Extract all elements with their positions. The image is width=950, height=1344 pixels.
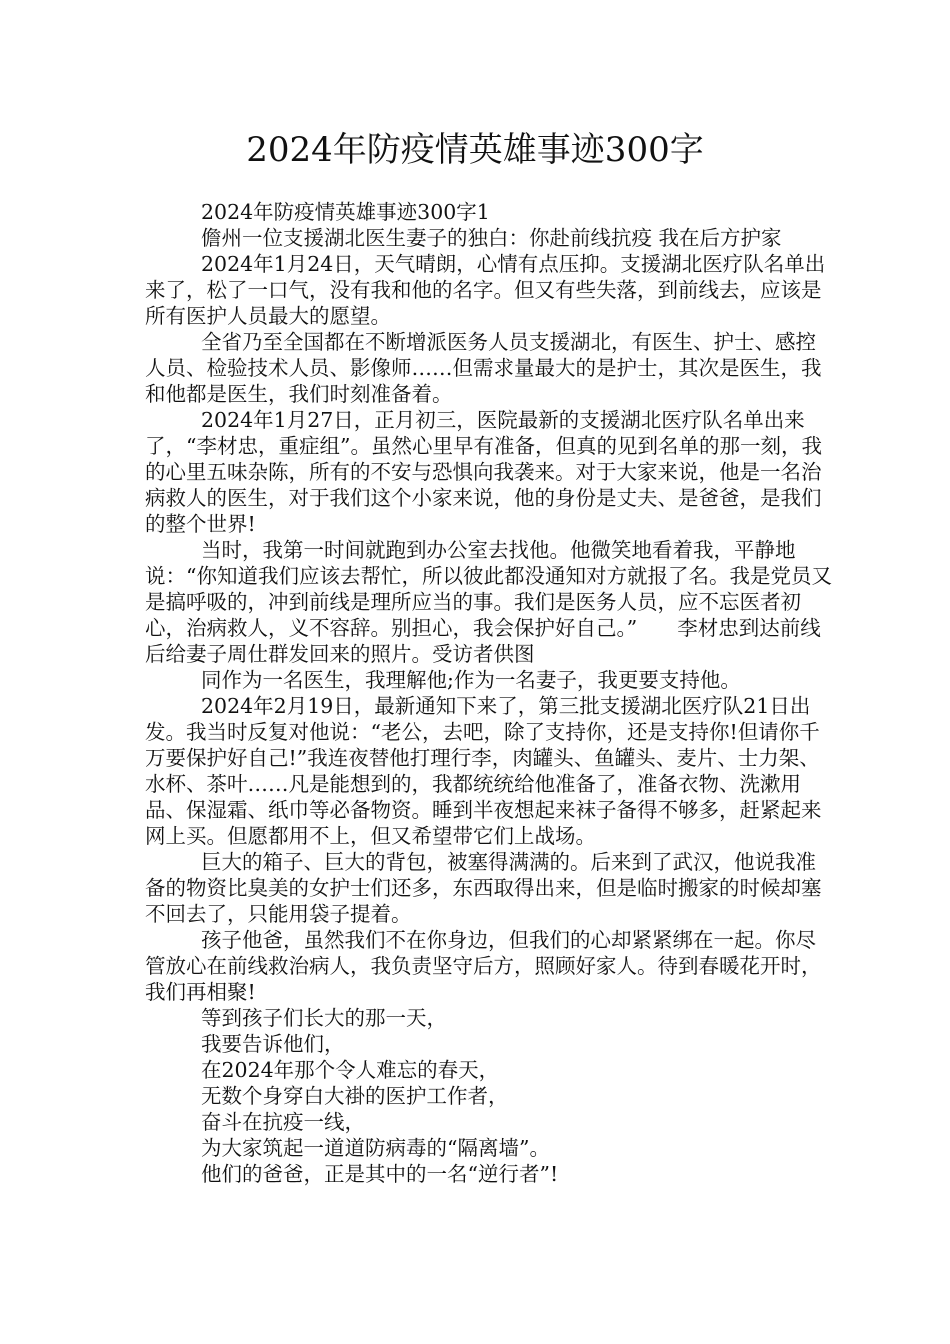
paragraph-3: 2024年1月27日，正月初三，医院最新的支援湖北医疗队名单出来了，“李材忠，重症组”。虽然心里早有准备，但真的见到名单的那一刻，我的心里五味杂陈，所有的不安与恐惧向我袭来。对于大家来说，他是一名治病救人的医生，对于我们这个小家来说，他的身份是丈夫、是爸爸，是我们的整个世界! (145, 408, 822, 536)
poem-line: 我要告诉他们， (201, 1032, 345, 1056)
document-body (145, 199, 835, 1187)
paragraph-4 (145, 537, 835, 667)
paragraph-2: 全省乃至全国都在不断增派医务人员支援湖北，有医生、护士、感控人员、检验技术人员、影像师……但需求量最大的是护士，其次是医生，我和他都是医生，我们时刻准备着。 (145, 330, 822, 406)
paragraph-8: 孩子他爸，虽然我们不在你身边，但我们的心却紧紧绑在一起。你尽管放心在前线救治病人，我负责坚守后方，照顾好家人。待到春暖花开时，我们再相聚! (145, 928, 822, 1004)
article-subheading: 2024年防疫情英雄事迹300字1 (201, 200, 490, 224)
poem-line: 无数个身穿白大褂的医护工作者， (201, 1084, 509, 1108)
poem-line: 等到孩子们长大的那一天， (201, 1006, 447, 1030)
poem-line: 奋斗在抗疫一线， (201, 1110, 365, 1134)
photo-caption: 李材忠到达前线后给妻子周仕群发回来的照片。受访者供图 (145, 616, 821, 666)
poem-line: 在2024年那个令人难忘的春天， (201, 1058, 500, 1082)
paragraph-6: 2024年2月19日，最新通知下来了，第三批支援湖北医疗队21日出发。我当时反复对他说：“老公，去吧，除了支持你，还是支持你!但请你千万要保护好自己!”我连夜替他打理行李，肉罐头、鱼罐头、麦片、士力架、水杯、茶叶……凡是能想到的，我都统统给他准备了，准备衣物、洗漱用品、保湿霜、纸巾等必备物资。睡到半夜想起来袜子备得不够多，赶紧起来网上买。但愿都用不上，但又希望带它们上战场。 (145, 694, 822, 848)
paragraph-7: 巨大的箱子、巨大的背包，被塞得满满的。后来到了武汉，他说我准备的物资比臭美的女护士们还多，东西取得出来，但是临时搬家的时候却塞不回去了，只能用袋子提着。 (145, 850, 822, 926)
document-title: 2024年防疫情英雄事迹300字 (246, 130, 704, 170)
poem-line: 为大家筑起一道道防病毒的“隔离墙”。 (201, 1136, 550, 1160)
poem-line: 他们的爸爸，正是其中的一名“逆行者”! (201, 1162, 559, 1186)
paragraph-4-text: 当时，我第一时间就跑到办公室去找他。他微笑地看着我，平静地说：“你知道我们应该去帮忙，所以彼此都没通知对方就报了名。我是党员又是搞呼吸的，冲到前线是理所应当的事。我们是医务人员，应不忘医者初心，治病救人，义不容辞。别担心，我会保护好自己。” (145, 538, 832, 640)
paragraph-5: 同作为一名医生，我理解他;作为一名妻子，我更要支持他。 (201, 668, 741, 692)
article-headline: 儋州一位支援湖北医生妻子的独白：你赴前线抗疫 我在后方护家 (201, 226, 782, 250)
paragraph-1: 2024年1月24日，天气晴朗，心情有点压抑。支援湖北医疗队名单出来了，松了一口气，没有我和他的名字。但又有些失落，到前线去，应该是所有医护人员最大的愿望。 (145, 252, 826, 328)
